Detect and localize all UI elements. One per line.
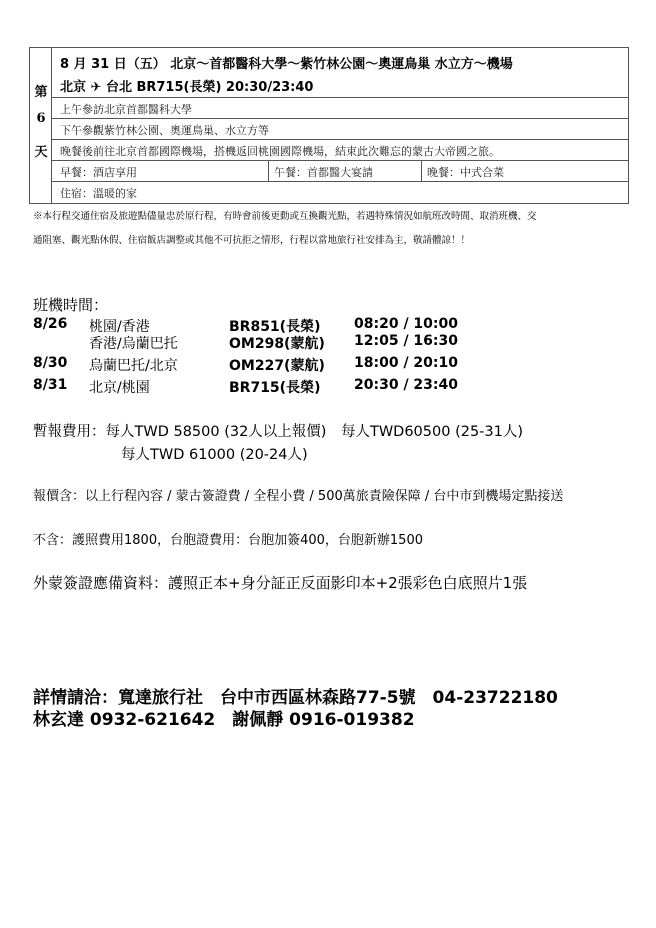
flight-number: OM298(蒙航) — [229, 336, 325, 352]
day-flight-line: 北京 ✈ 台北 BR715(長榮) 20:30/23:40 — [60, 80, 314, 95]
day-label-number: 6 — [36, 111, 46, 126]
flight-date: 8/26 — [33, 316, 68, 332]
cell-divider — [268, 160, 269, 181]
contact-agency: 詳情請洽：寬達旅行社 台中市西區林森路77-5號 04-23722180 — [33, 688, 558, 708]
cell-divider — [421, 160, 422, 181]
disclaimer-line-2: 通阻塞、觀光點休假、住宿飯店調整或其他不可抗拒之情形，行程以當地旅行社安排為主，敬請體諒！！ — [33, 235, 471, 246]
price-excludes: 不含：護照費用1800，台胞證費用：台胞加簽400，台胞新辦1500 — [33, 533, 423, 548]
flight-time: 20:30 / 23:40 — [354, 377, 458, 393]
day-label-char: 第 — [34, 85, 48, 100]
meal-breakfast: 早餐：酒店享用 — [60, 166, 137, 179]
day-label-column — [30, 48, 52, 203]
visa-requirements: 外蒙簽證應備資料：護照正本+身分証正反面影印本+2張彩色白底照片1張 — [33, 574, 528, 592]
flight-number: BR851(長榮) — [229, 319, 321, 335]
lodging: 住宿：溫暖的家 — [60, 187, 137, 200]
meal-dinner: 晚餐：中式合菜 — [427, 166, 504, 179]
flight-number: BR715(長榮) — [229, 380, 321, 396]
flight-time: 08:20 / 10:00 — [354, 316, 458, 332]
contact-persons: 林玄達 0932-621642 謝佩靜 0916-019382 — [33, 710, 415, 730]
fee-line-1: 暫報費用：每人TWD 58500 (32人以上報價) 每人TWD60500 (25-31人) — [33, 424, 524, 440]
flights-heading: 班機時間： — [33, 296, 109, 314]
flight-date: 8/31 — [33, 377, 68, 393]
flight-route: 香港/烏蘭巴托 — [89, 336, 178, 352]
flight-route: 北京/桃園 — [89, 380, 150, 396]
row-divider — [52, 160, 628, 161]
itinerary-table — [29, 47, 629, 204]
meal-lunch: 午餐：首都醫大宴請 — [274, 166, 373, 179]
disclaimer-line-1: ※本行程交通住宿及旅遊點儘量忠於原行程，有時會前後更動或互換觀光點，若遇特殊情況如航班改時間、取消班機、交 — [33, 211, 537, 222]
row-divider — [52, 181, 628, 182]
activity-morning: 上午參訪北京首都醫科大學 — [60, 103, 192, 116]
day-title: 8 月 31 日（五） 北京～首都醫科大學～紫竹林公園～奧運鳥巢 水立方～機場 — [60, 57, 513, 72]
row-divider — [52, 139, 628, 140]
price-includes: 報價含：以上行程內容 / 蒙古簽證費 / 全程小費 / 500萬旅責險保障 / 台中市到機場定點接送 — [33, 489, 564, 504]
flight-time: 12:05 / 16:30 — [354, 333, 458, 349]
flight-route: 烏蘭巴托/北京 — [89, 358, 178, 374]
flight-time: 18:00 / 20:10 — [354, 355, 458, 371]
flight-date: 8/30 — [33, 355, 68, 371]
flight-route: 桃園/香港 — [89, 319, 150, 335]
day-label-char: 天 — [34, 145, 48, 160]
activity-evening: 晚餐後前往北京首都國際機場，搭機返回桃園國際機場，結束此次難忘的蒙古大帝國之旅。 — [60, 145, 500, 158]
activity-afternoon: 下午參觀紫竹林公園、奧運鳥巢、水立方等 — [60, 124, 269, 137]
fee-line-2: 每人TWD 61000 (20-24人) — [121, 447, 308, 463]
flight-number: OM227(蒙航) — [229, 358, 325, 374]
row-divider — [52, 118, 628, 119]
row-divider — [52, 97, 628, 98]
